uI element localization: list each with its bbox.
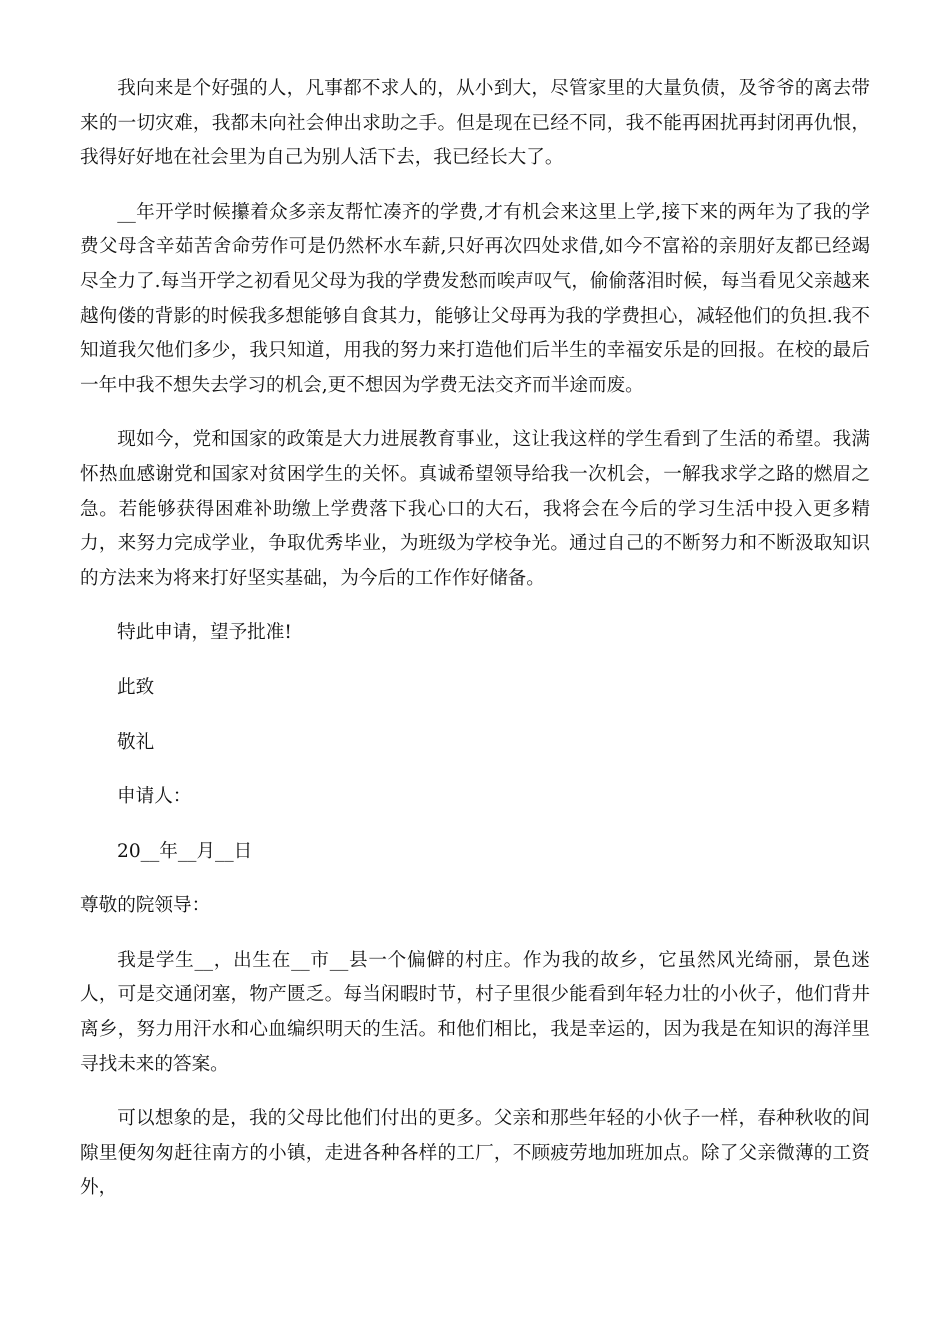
applicant-label: 申请人： xyxy=(117,786,192,808)
body-paragraph: 我是学生__，出生在__市__县一个偏僻的村庄。作为我的故乡，它虽然风光绮丽，景色迷人，可是交通闭塞，物产匮乏。每当闲暇时节，村子里很少能看到年轻力壮的小伙子，他们背井离乡，努力用汗水和心血编织明天的生活。和他们相比，我是幸运的，因为我是在知识的海洋里寻找未来的答案。 xyxy=(80,949,870,1075)
closing-request: 特此申请，望予批准! xyxy=(117,622,292,644)
closing-to: 此致 xyxy=(117,676,155,698)
document-page xyxy=(80,72,870,1226)
closing-respect: 敬礼 xyxy=(117,731,155,753)
body-paragraph: 我向来是个好强的人，凡事都不求人的，从小到大，尽管家里的大量负债，及爷爷的离去带来的一切灾难，我都未向社会伸出求助之手。但是现在已经不同，我不能再困扰再封闭再仇恨，我得好好地在社会里为自己为别人活下去，我已经长大了。 xyxy=(80,78,870,169)
body-paragraph: __年开学时候攥着众多亲友帮忙凑齐的学费,才有机会来这里上学,接下来的两年为了我的学费父母含辛茹苦舍命劳作可是仍然杯水车薪,只好再次四处求借,如今不富裕的亲朋好友都已经竭尽全力了.每当开学之初看见父母为我的学费发愁而唉声叹气，偷偷落泪时候，每当看见父亲越来越佝偻的背影的时候我多想能够自食其力，能够让父母再为我的学费担心，减轻他们的负担.我不知道我欠他们多少，我只知道，用我的努力来打造他们后半生的幸福安乐是的回报。在校的最后一年中我不想失去学习的机会,更不想因为学费无法交齐而半途而废。 xyxy=(80,201,870,396)
body-paragraph: 可以想象的是，我的父母比他们付出的更多。父亲和那些年轻的小伙子一样，春种秋收的间隙里便匆匆赶往南方的小镇，走进各种各样的工厂，不顾疲劳地加班加点。除了父亲微薄的工资外， xyxy=(80,1108,870,1199)
date-line: 20__年__月__日 xyxy=(117,840,253,862)
salutation: 尊敬的院领导： xyxy=(80,895,211,917)
body-paragraph: 现如今，党和国家的政策是大力进展教育事业，这让我这样的学生看到了生活的希望。我满怀热血感谢党和国家对贫困学生的关怀。真诚希望领导给我一次机会，一解我求学之路的燃眉之急。若能够获得困难补助缴上学费落下我心口的大石，我将会在今后的学习生活中投入更多精力，来努力完成学业，争取优秀毕业，为班级为学校争光。通过自己的不断努力和不断汲取知识的方法来为将来打好坚实基础，为今后的工作作好储备。 xyxy=(80,429,870,589)
